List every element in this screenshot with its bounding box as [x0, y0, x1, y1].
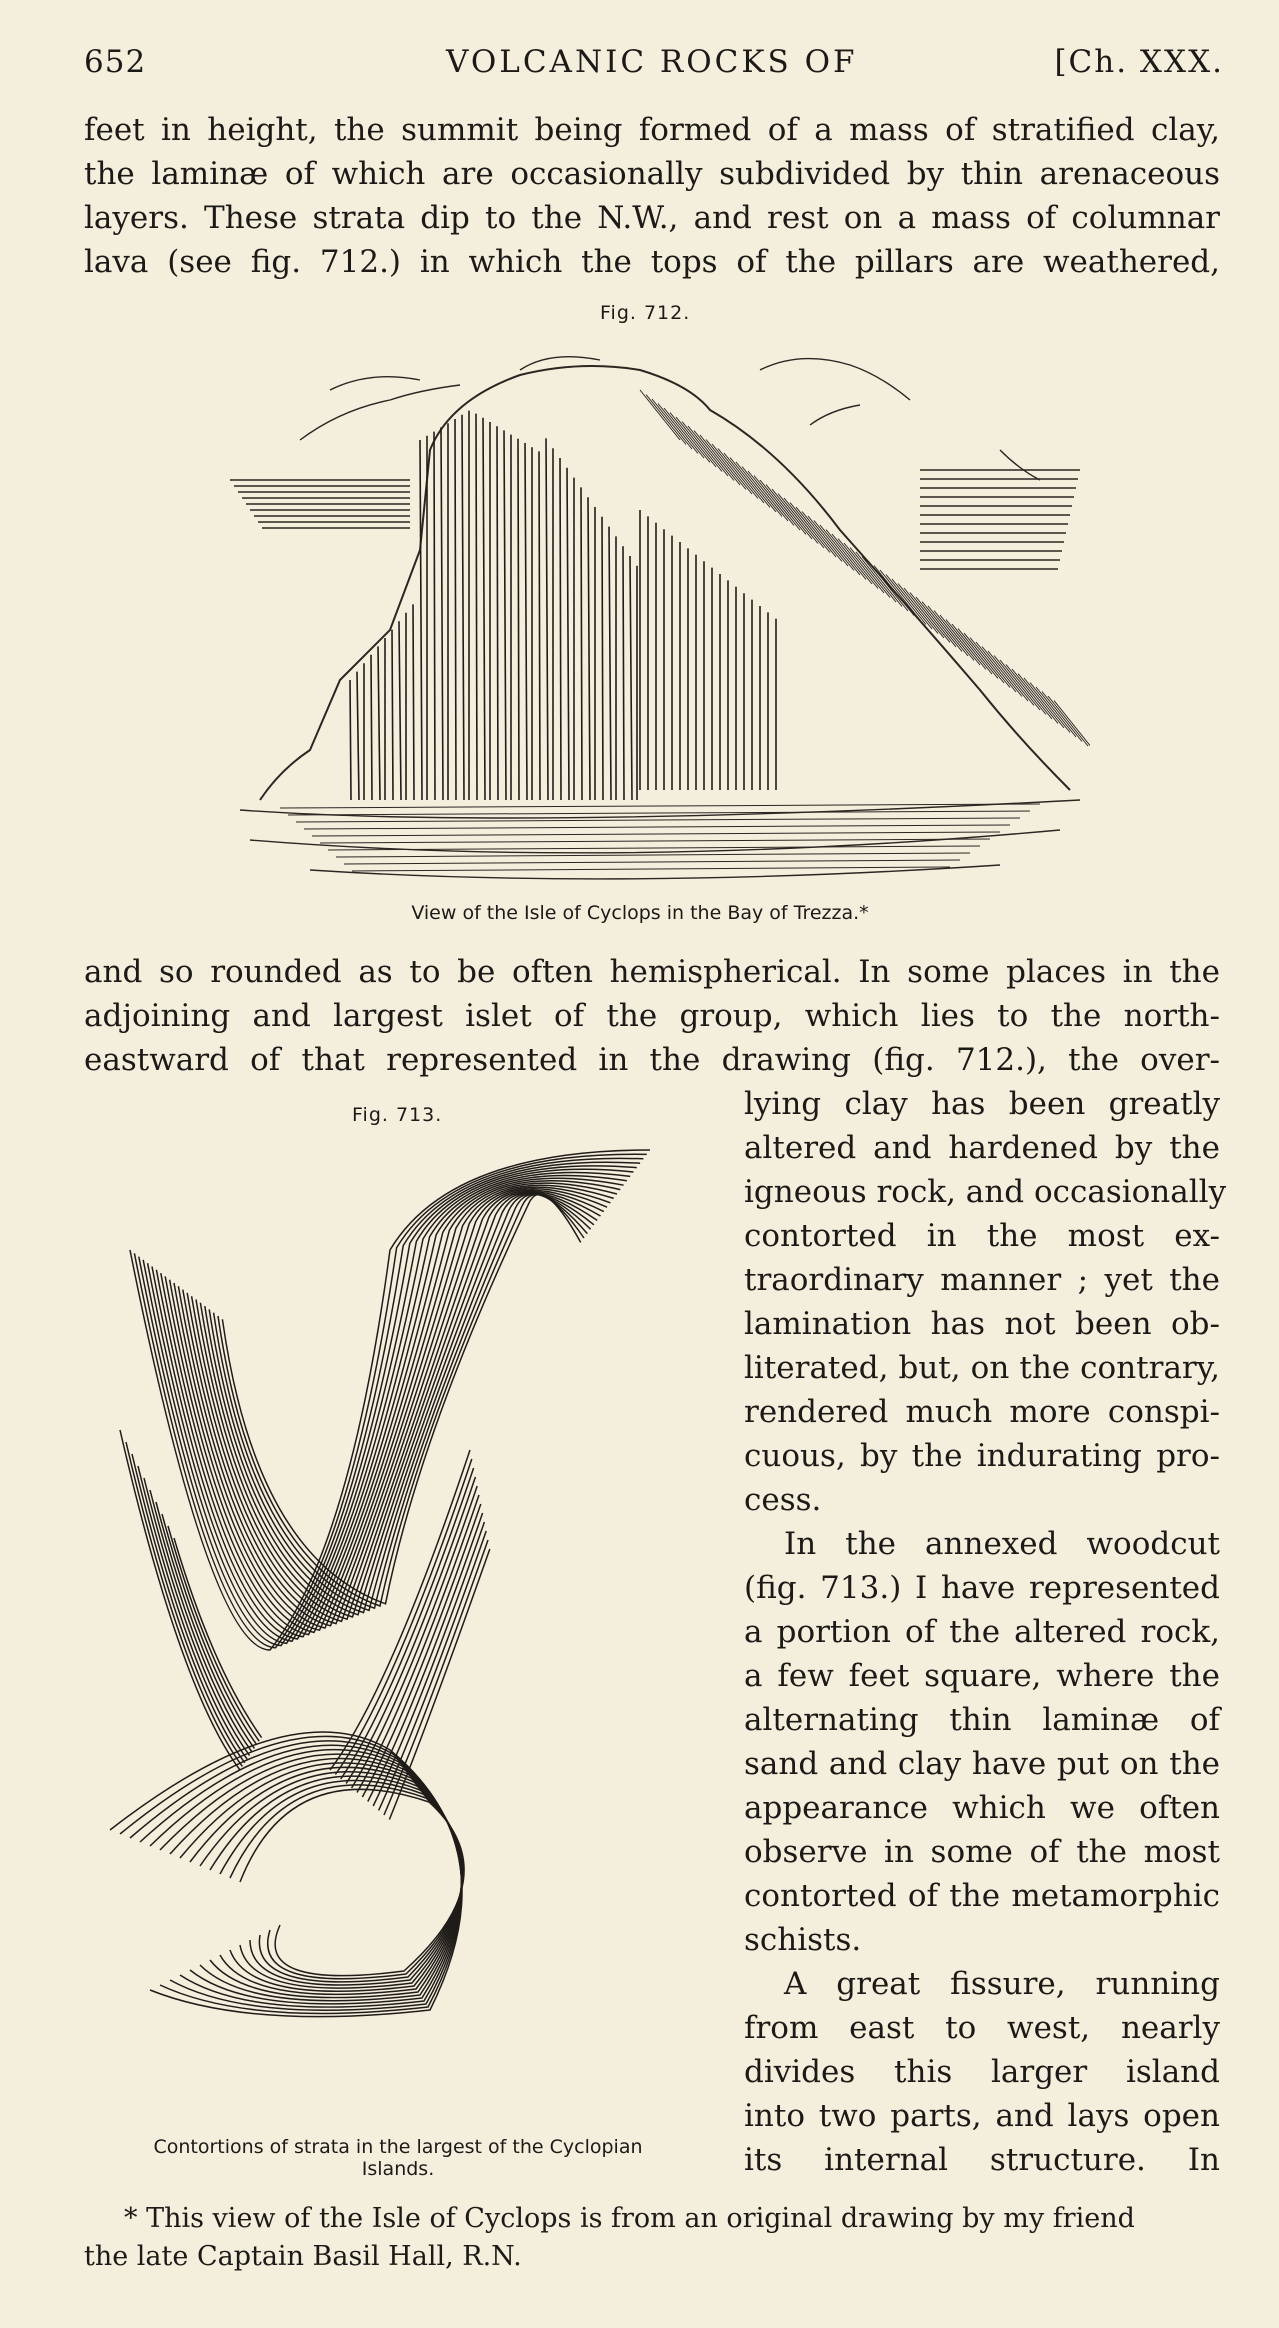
figure-712-label: Fig. 712.: [600, 302, 691, 324]
water-line: [304, 825, 1010, 829]
figure-713-caption: [88, 2136, 708, 2180]
slope-hatch: [868, 561, 908, 611]
text-line: rendered much more conspi-: [744, 1394, 1220, 1430]
figure-713-illustration: [90, 1130, 730, 2090]
basalt-column: [483, 418, 485, 800]
slope-hatch: [820, 525, 860, 575]
slope-hatch: [712, 444, 752, 494]
text-line: igneous rock, and occasionally: [744, 1174, 1227, 1210]
text-line: feet in height, the summit being formed of a mass of stratified clay,: [84, 112, 1220, 148]
water-line: [344, 860, 960, 864]
stratum-contour: [139, 1158, 644, 1645]
basalt-column: [371, 655, 372, 800]
slope-hatch: [748, 471, 788, 521]
slope-hatch: [664, 408, 704, 458]
slope-hatch: [688, 426, 728, 476]
slope-hatch: [1042, 692, 1082, 742]
slope-hatch: [964, 633, 1004, 683]
slope-hatch: [724, 453, 764, 503]
text-line: divides this larger island: [744, 2054, 1220, 2090]
slope-hatch: [988, 651, 1028, 701]
text-line: appearance which we often: [744, 1790, 1220, 1826]
slope-hatch: [892, 579, 932, 629]
text-line: sand and clay have put on the: [744, 1746, 1220, 1782]
slope-hatch: [880, 570, 920, 620]
slope-hatch: [904, 588, 944, 638]
page-number: 652: [84, 44, 147, 80]
water-line: [352, 867, 950, 871]
text-line: schists.: [744, 1922, 862, 1958]
text-line: into two parts, and lays open: [744, 2098, 1220, 2134]
slope-hatch: [706, 440, 746, 490]
text-line: traordinary manner ; yet the: [744, 1262, 1220, 1298]
text-line: layers. These strata dip to the N.W., and rest on a mass of columnar: [84, 200, 1220, 236]
slope-hatch: [1000, 660, 1040, 710]
slope-hatch: [970, 638, 1010, 688]
text-line: a few feet square, where the: [744, 1658, 1220, 1694]
basalt-column: [392, 630, 393, 800]
slope-hatch: [928, 606, 968, 656]
slope-hatch: [682, 422, 722, 472]
slope-hatch: [1018, 674, 1058, 724]
slope-hatch: [694, 431, 734, 481]
slope-hatch: [814, 521, 854, 571]
text-line: literated, but, on the contrary,: [744, 1350, 1220, 1386]
basalt-column: [623, 546, 624, 800]
basalt-column: [602, 517, 603, 800]
basalt-column: [518, 439, 519, 800]
figure-713-caption-line: Islands.: [361, 2158, 435, 2180]
basalt-column: [504, 430, 506, 800]
slope-hatch: [1030, 683, 1070, 733]
slope-hatch: [952, 624, 992, 674]
slope-hatch: [898, 584, 938, 634]
text-line: observe in some of the most: [744, 1834, 1220, 1870]
slope-hatch: [1048, 696, 1088, 746]
slope-hatch: [850, 548, 890, 598]
slope-hatch: [778, 494, 818, 544]
stratum-contour: [214, 1194, 588, 1608]
slope-hatch: [640, 390, 680, 440]
slope-hatch: [784, 498, 824, 548]
chapter-label: [Ch. XXX.: [1054, 44, 1224, 80]
slope-hatch: [652, 399, 692, 449]
text-line: cuous, by the indurating pro-: [744, 1438, 1220, 1474]
text-line: alternating thin laminæ of: [744, 1702, 1220, 1738]
slope-hatch: [940, 615, 980, 665]
basalt-column: [455, 419, 456, 800]
basalt-column: [567, 468, 569, 800]
slope-hatch: [658, 404, 698, 454]
footnote-line: * This view of the Isle of Cyclops is from an original drawing by my friend: [124, 2203, 1135, 2234]
basalt-column: [497, 426, 498, 800]
text-line: from east to west, nearly: [744, 2010, 1220, 2046]
slope-hatch: [934, 611, 974, 661]
slope-hatch: [742, 467, 782, 517]
basalt-column: [546, 438, 548, 800]
basalt-column: [525, 443, 527, 800]
slope-hatch: [1012, 669, 1052, 719]
text-line: (fig. 713.) I have represented: [744, 1570, 1220, 1606]
footnote-line: the late Captain Basil Hall, R.N.: [84, 2241, 522, 2272]
figure-713-label: Fig. 713.: [352, 1104, 443, 1126]
basalt-column: [581, 487, 582, 800]
slope-hatch: [874, 566, 914, 616]
slope-hatch: [676, 417, 716, 467]
slope-hatch: [754, 476, 794, 526]
slope-hatch: [736, 462, 776, 512]
basalt-column: [413, 604, 414, 800]
basalt-column: [420, 440, 422, 800]
figure-712-caption: View of the Isle of Cyclops in the Bay of Trezza.*: [411, 902, 869, 924]
slope-hatch: [1024, 678, 1064, 728]
text-line: contorted in the most ex-: [744, 1218, 1220, 1254]
slope-hatch: [1006, 665, 1046, 715]
slope-hatch: [982, 647, 1022, 697]
slope-hatch: [886, 575, 926, 625]
basalt-column: [462, 415, 464, 800]
basalt-column: [350, 680, 351, 800]
slope-hatch: [844, 543, 884, 593]
basalt-column: [609, 527, 611, 800]
slope-hatch: [760, 480, 800, 530]
slope-hatch: [862, 557, 902, 607]
slope-hatch: [1036, 687, 1076, 737]
text-line: In the annexed woodcut: [784, 1526, 1220, 1562]
basalt-column: [539, 451, 540, 800]
text-line: its internal structure. In: [744, 2142, 1220, 2178]
water-line: [288, 811, 1030, 815]
stratum-contour: [209, 1194, 590, 1610]
basalt-column: [357, 672, 359, 800]
basalt-column: [476, 414, 477, 800]
slope-hatch: [808, 516, 848, 566]
text-line: A great fissure, running: [784, 1966, 1220, 2002]
running-head: [84, 44, 1224, 84]
slope-hatch: [766, 485, 806, 535]
figure-712-illustration: [220, 330, 1090, 890]
slope-hatch: [772, 489, 812, 539]
text-line: cess.: [744, 1482, 822, 1518]
slope-hatch: [730, 458, 770, 508]
slope-hatch: [802, 512, 842, 562]
figure-713-caption-line: Contortions of strata in the largest of the Cyclopian: [153, 2136, 643, 2158]
water-line: [336, 853, 970, 857]
basalt-column: [434, 432, 435, 800]
water-line: [328, 846, 980, 850]
text-line: adjoining and largest islet of the group, which lies to the north-: [84, 998, 1220, 1034]
slope-hatch: [856, 552, 896, 602]
basalt-column: [630, 556, 632, 800]
slope-hatch: [718, 449, 758, 499]
basalt-column: [560, 458, 561, 800]
text-line: altered and hardened by the: [744, 1130, 1220, 1166]
basalt-column: [399, 621, 401, 800]
slope-hatch: [946, 620, 986, 670]
text-line: lying clay has been greatly: [744, 1086, 1220, 1122]
text-line: the laminæ of which are occasionally subdivided by thin arenaceous: [84, 156, 1220, 192]
basalt-column: [588, 497, 590, 800]
water-line: [296, 818, 1020, 822]
text-line: lava (see fig. 712.) in which the tops of the pillars are weathered,: [84, 244, 1220, 280]
slope-hatch: [670, 413, 710, 463]
text-line: and so rounded as to be often hemispherical. In some places in the: [84, 954, 1220, 990]
slope-hatch: [994, 656, 1034, 706]
text-line: a portion of the altered rock,: [744, 1614, 1220, 1650]
slope-hatch: [796, 507, 836, 557]
text-line: eastward of that represented in the drawing (fig. 712.), the over-: [84, 1042, 1220, 1078]
slope-hatch: [646, 395, 686, 445]
slope-hatch: [976, 642, 1016, 692]
stratum-contour: [205, 1193, 594, 1612]
slope-hatch: [922, 602, 962, 652]
water-line: [312, 832, 1000, 836]
slope-hatch: [700, 435, 740, 485]
basalt-column: [378, 646, 380, 800]
basalt-column: [441, 427, 443, 800]
text-line: contorted of the metamorphic: [744, 1878, 1220, 1914]
slope-hatch: [838, 539, 878, 589]
running-title: VOLCANIC ROCKS OF: [446, 44, 858, 80]
text-line: lamination has not been ob-: [744, 1306, 1220, 1342]
